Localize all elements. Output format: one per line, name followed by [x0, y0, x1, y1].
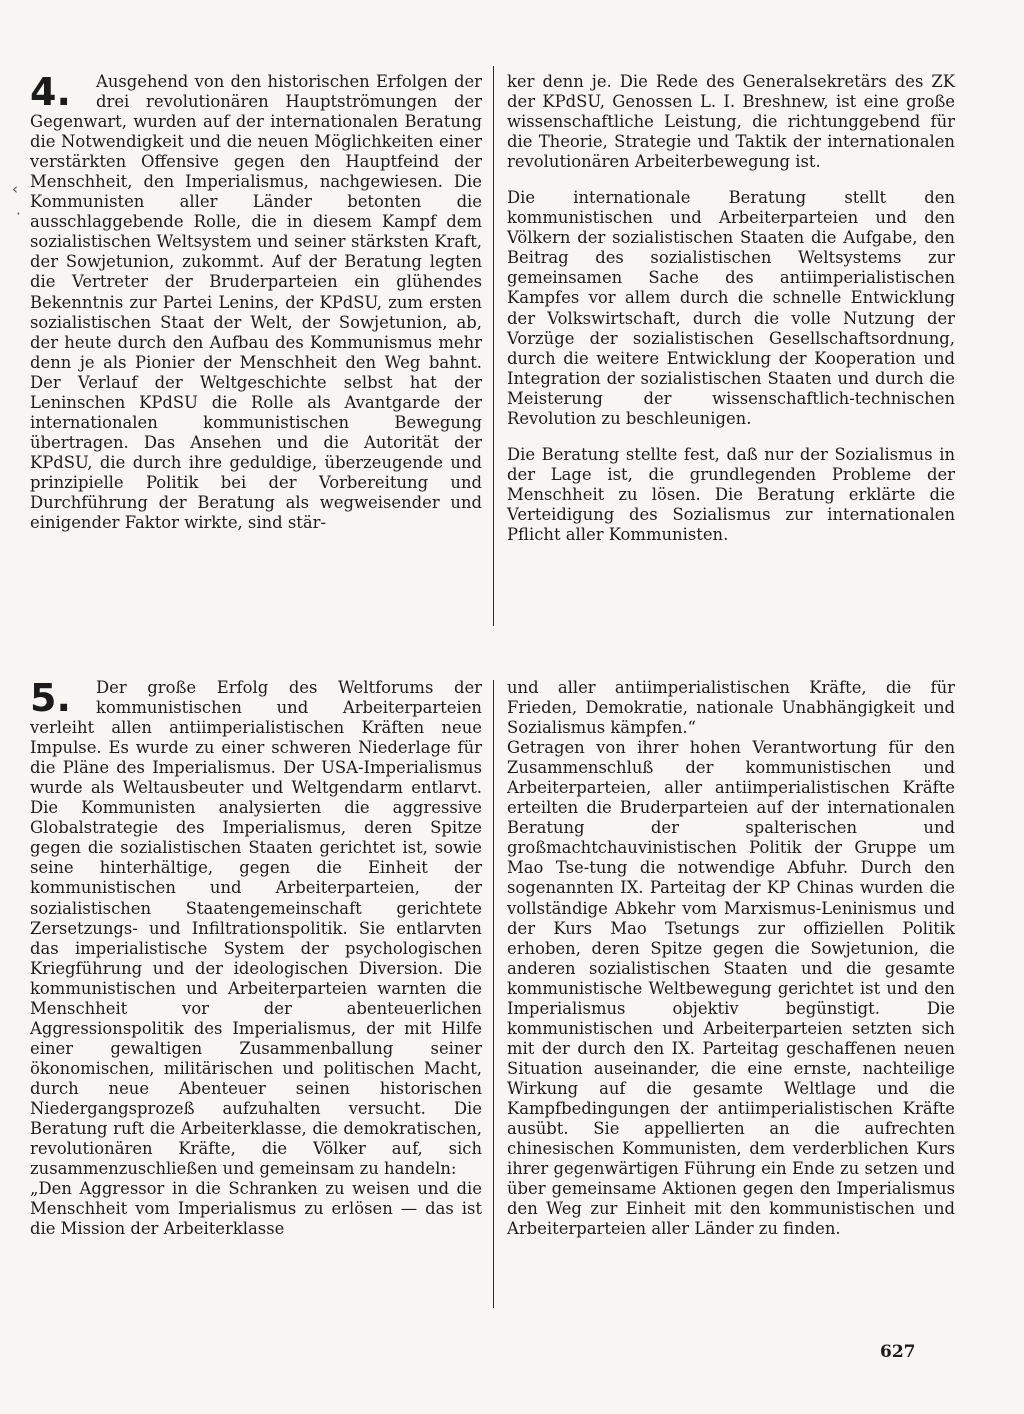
- section-5-number: 5.: [30, 676, 71, 720]
- section-5-left-column: [30, 678, 482, 1239]
- section-4: [30, 70, 955, 612]
- section-5-quote-end: und aller antiimperialistischen Kräfte, die für Frieden, Demokratie, nationale Unabhängigkeit und Sozialismus kämpfen.“: [507, 678, 955, 738]
- section-4-paragraph: Die Beratung stellte fest, daß nur der Sozialismus in der Lage ist, die grundlegenden Probleme der Menschheit zu lösen. Die Beratung erklärte die Verteidigung des Sozialismus zur internationalen Pflicht aller Kommunisten.: [507, 444, 955, 544]
- section-5: [30, 676, 955, 1318]
- section-4-paragraph: Die internationale Beratung stellt den kommunistischen und Arbeiterparteien und den Völkern der sozialistischen Staaten die Aufgabe, den Beitrag des sozialistischen Weltsystems zur gemeinsamen Sache des antiimperialistischen Kampfes vor allem durch die schnelle Entwicklung der Volkswirtschaft, durch die volle Nutzung der Vorzüge der sozialistischen Gesellschaftsordnung, durch die weitere Entwicklung der Kooperation und Integration der sozialistischen Staaten und durch die Meisterung der wissenschaftlich-technischen Revolution zu beschleunigen.: [507, 188, 955, 428]
- section-4-left-column: [30, 72, 482, 533]
- section-5-quote: „Den Aggressor in die Schranken zu weisen und die Menschheit vom Imperialismus zu erlösen — das ist die Mission der Arbeiterklasse: [30, 1179, 482, 1239]
- section-4-paragraph: ker denn je. Die Rede des Generalsekretärs des ZK der KPdSU, Genossen L. I. Breshnew, ist eine große wissenschaftliche Leistung, die richtunggebend für die Theorie, Strategie und Taktik der internationalen revolutionären Arbeiterbewegung ist.: [507, 72, 955, 172]
- section-4-right-column: [507, 72, 955, 545]
- section-5-paragraph: Der große Erfolg des Weltforums der kommunistischen und Arbeiterparteien verleiht allen antiimperialistischen Kräften neue Impulse. Es wurde zu einer schweren Niederlage für die Pläne des Imperialismus. Der USA-Imperialismus wurde als Weltausbeuter und Weltgendarm entlarvt. Die Kommunisten analysierten die aggressive Globalstrategie des Imperialismus, deren Spitze gegen die sozialistischen Staaten gerichtet ist, sowie seine hinterhältige, gegen die Einheit der kommunistischen und Arbeiterparteien, der sozialistischen Staatengemeinschaft gerichtete Zersetzungs- und Infiltrationspolitik. Sie entlarvten das imperialistische System der psychologischen Kriegführung und der ideologischen Diversion. Die kommunistischen und Arbeiterparteien warnten die Menschheit vor der abenteuerlichen Aggressionspolitik des Imperialismus, der mit Hilfe einer gewaltigen Zusammenballung seiner ökonomischen, militärischen und politischen Macht, durch neue Abenteuer seinen historischen Niedergangsprozeß aufzuhalten versucht. Die Beratung ruft die Arbeiterklasse, die demokratischen, revolutionären Kräfte, die Völker auf, sich zusammenzuschließen und gemeinsam zu handeln:: [30, 678, 482, 1179]
- page-number: 627: [880, 1342, 916, 1362]
- section-5-right-column: [507, 678, 955, 1239]
- section-4-number: 4.: [30, 70, 71, 114]
- margin-mark: ‹: [12, 180, 18, 198]
- column-divider: [493, 66, 494, 626]
- margin-mark: ·: [16, 205, 21, 223]
- section-4-paragraph: Ausgehend von den historischen Erfolgen der drei revolutionären Hauptströmungen der Gegenwart, wurden auf der internationalen Beratung die Notwendigkeit und die neuen Möglichkeiten einer verstärkten Offensive gegen den Hauptfeind der Menschheit, den Imperialismus, nachgewiesen. Die Kommunisten aller Länder betonten die ausschlaggebende Rolle, die in diesem Kampf dem sozialistischen Weltsystem und seiner stärksten Kraft, der Sowjetunion, zukommt. Auf der Beratung legten die Vertreter der Bruderparteien ein glühendes Bekenntnis zur Partei Lenins, der KPdSU, zum ersten sozialistischen Staat der Welt, der Sowjetunion, ab, der heute durch den Aufbau des Kommunismus mehr denn je als Pionier der Menschheit den Weg bahnt. Der Verlauf der Weltgeschichte selbst hat der Leninschen KPdSU die Rolle als Avantgarde der internationalen kommunistischen Bewegung übertragen. Das Ansehen und die Autorität der KPdSU, die durch ihre geduldige, überzeugende und prinzipielle Politik bei der Vorbereitung und Durchführung der Beratung als wegweisender und einigender Faktor wirkte, sind stär-: [30, 72, 482, 533]
- column-divider: [493, 680, 494, 1308]
- section-5-paragraph: Getragen von ihrer hohen Verantwortung für den Zusammenschluß der kommunistischen und Arbeiterparteien, aller antiimperialistischen Kräfte erteilten die Bruderparteien auf der internationalen Beratung der spalterischen und großmachtchauvinistischen Politik der Gruppe um Mao Tse-tung die notwendige Abfuhr. Durch den sogenannten IX. Parteitag der KP Chinas wurden die vollständige Abkehr vom Marxismus-Leninismus und der Kurs Mao Tsetungs zur offiziellen Politik erhoben, deren Spitze gegen die Sowjetunion, die anderen sozialistischen Staaten und die gesamte kommunistische Weltbewegung gerichtet ist und den Imperialismus objektiv begünstigt. Die kommunistischen und Arbeiterparteien setzten sich mit der durch den IX. Parteitag geschaffenen neuen Situation auseinander, die eine ernste, nachteilige Wirkung auf die gesamte Weltlage und die Kampfbedingungen der antiimperialistischen Kräfte ausübt. Sie appellierten an die aufrechten chinesischen Kommunisten, dem verderblichen Kurs ihrer gegenwärtigen Führung ein Ende zu setzen und über gemeinsame Aktionen gegen den Imperialismus den Weg zur Einheit mit den kommunistischen und Arbeiterparteien aller Länder zu finden.: [507, 738, 955, 1239]
